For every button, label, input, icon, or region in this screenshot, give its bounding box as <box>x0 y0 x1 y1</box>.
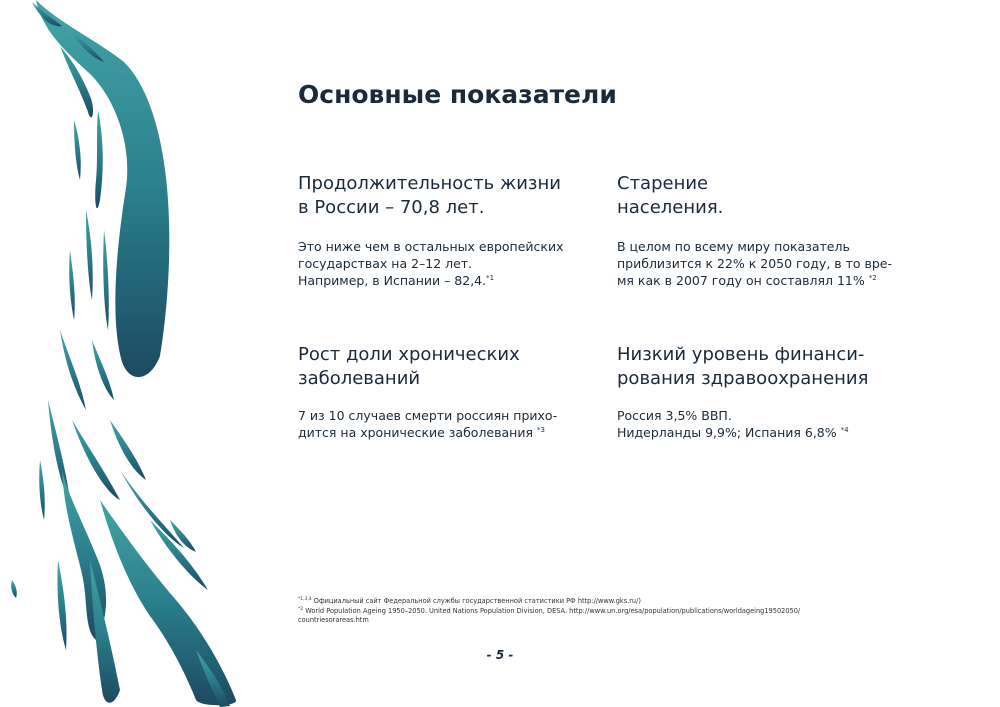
indicator-text: Это ниже чем в остальных европейских государствах на 2–12 лет. Например, в Испании – 82,4.$^{*1}$ <box>298 239 564 288</box>
decorative-brush-stroke <box>0 0 240 707</box>
indicator-population-ageing <box>617 172 907 289</box>
indicator-healthcare-funding <box>617 343 917 441</box>
footnote-mark: *3 <box>536 425 545 434</box>
page-number: - 5 - <box>486 648 514 662</box>
indicator-chronic-diseases <box>298 343 598 441</box>
footnotes <box>298 597 838 626</box>
footnote: countriesorareas.htm <box>298 616 369 624</box>
indicator-heading: Рост доли хронических заболеваний <box>298 344 520 389</box>
indicator-text: В целом по всему миру показатель приблизится к 22% к 2050 году, в то вре- мя как в 2007 году он составлял 11% $^{*2}$ <box>617 239 893 288</box>
indicator-heading: Продолжительность жизни в России – 70,8 лет. <box>298 173 561 218</box>
indicator-text: Россия 3,5% ВВП. Нидерланды 9,9%; Испания 6,8% $^{*4}$ <box>617 408 849 440</box>
footnote-mark: *4 <box>840 425 849 434</box>
indicator-text: 7 из 10 случаев смерти россиян прихо- дится на хронические заболевания $^{*3}$ <box>298 408 558 440</box>
footnote: $^{*1,3,4}$ Официальный сайт Федеральной службы государственной статистики РФ http://www.gks.ru/) <box>298 596 641 605</box>
footnote-mark: *1 <box>486 273 495 282</box>
indicator-heading: Низкий уровень финанси- рования здравоохранения <box>617 344 869 389</box>
indicator-heading: Старение населения. <box>617 173 724 218</box>
footnote-mark: *2 <box>868 273 877 282</box>
page-title: Основные показатели <box>298 80 617 109</box>
indicator-life-expectancy <box>298 172 598 289</box>
footnote: $^{*2}$ World Population Ageing 1950–2050. United Nations Population Division, DESA. http://www.un.org/esa/population/publications/worldageing19502050/ <box>298 606 801 615</box>
